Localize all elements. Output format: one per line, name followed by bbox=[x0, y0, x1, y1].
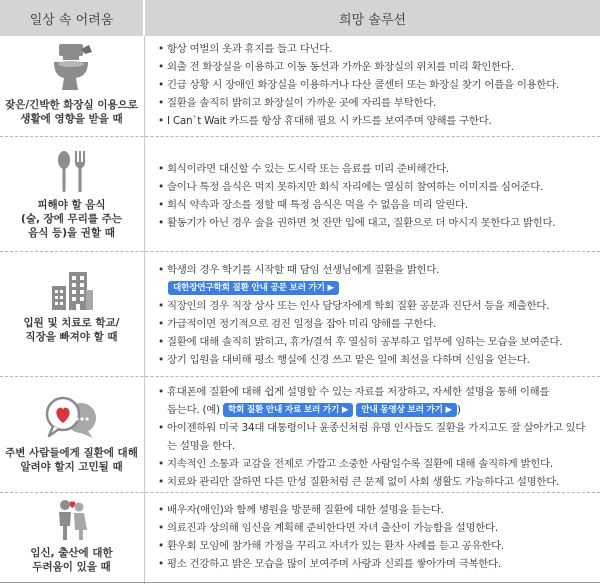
speech-bubbles-heart-icon bbox=[43, 396, 101, 442]
couple-icon bbox=[50, 498, 94, 542]
list-item: • 회식 약속과 장소를 정할 때 특정 음식은 먹을 수 없음을 미리 알린다. bbox=[158, 196, 588, 214]
society-disease-info-link-button[interactable]: 학회 질환 안내 자료 보러 가기 ▶ bbox=[223, 403, 353, 417]
guide-video-link-button[interactable]: 안내 동영상 보러 가기 ▶ bbox=[356, 403, 457, 417]
list-item: • 질환을 솔직히 밝히고 화장실이 가까운 곳에 자리를 부탁한다. bbox=[158, 94, 588, 112]
column-divider bbox=[144, 36, 145, 584]
list-item: • 질환에 대해 솔직히 밝히고, 휴가/결석 후 열심히 공부하고 업무에 임하는 모습을 보여준다. bbox=[158, 333, 588, 351]
list-item: • 의료진과 상의해 임신을 계획해 준비한다면 자녀 출산이 가능함을 설명한다. bbox=[158, 519, 588, 537]
list-item: • 환우회 모임에 참가해 가정을 꾸리고 자녀가 있는 환자 사례를 듣고 공유한다. bbox=[158, 537, 588, 555]
list-item: • 외출 전 화장실을 이용하고 이동 동선과 가까운 화장실의 위치를 미리 확인한다. bbox=[158, 58, 588, 76]
solution-list-food bbox=[158, 160, 588, 232]
solution-list-toilet bbox=[158, 40, 588, 130]
row-pregnancy-category bbox=[0, 498, 143, 574]
category-label-disclosure: 주변 사람들에게 질환에 대해 알려야 할지 고민될 때 bbox=[5, 447, 138, 473]
category-label-school: 입원 및 치료로 학교/ 직장을 빠져야 할 때 bbox=[23, 317, 120, 343]
row-divider bbox=[0, 251, 600, 252]
table-bottom-border bbox=[0, 582, 600, 583]
list-item: • 직장인의 경우 직장 상사 또는 인사 담당자에게 학회 질환 공문과 진단서 등을 제출한다. bbox=[158, 297, 588, 315]
list-item: • 지속적인 소통과 교감을 전제로 가깝고 소중한 사람일수록 질환에 대해 솔직하게 밝힌다. bbox=[158, 455, 588, 473]
link-row bbox=[158, 279, 588, 297]
category-label-food: 피해야 할 음식 (술, 장에 무리를 주는 음식 등)을 권할 때 bbox=[21, 199, 122, 239]
solution-list-pregnancy bbox=[158, 501, 588, 573]
list-item: • 평소 건강하고 밝은 모습을 많이 보여주며 사랑과 신뢰를 쌓아가며 극복한다. bbox=[158, 555, 588, 573]
list-item: • 활동기가 아닌 경우 술을 권하면 첫 잔만 입에 대고, 질환으로 더 마시지 못한다고 밝힌다. bbox=[158, 214, 588, 232]
list-item: • 항상 여벌의 옷과 휴지를 들고 다닌다. bbox=[158, 40, 588, 58]
category-label-toilet: 잦은/긴박한 화장실 이용으로 생활에 영향을 받을 때 bbox=[5, 99, 138, 125]
list-item: • 긴급 상황 시 장애인 화장실을 이용하거나 다산 콜센터 또는 화장실 찾기 어플을 이용한다. bbox=[158, 76, 588, 94]
header-solution: 희망 솔루션 bbox=[145, 0, 600, 36]
list-item: • 학생의 경우 학기를 시작할 때 담임 선생님에게 질환을 밝힌다. bbox=[158, 261, 588, 279]
list-item: • I Can`t Wait 카드를 항상 휴대해 필요 시 카드를 보여주며 양해를 구한다. bbox=[158, 112, 588, 130]
toilet-icon bbox=[48, 42, 96, 94]
category-label-pregnancy: 임신, 출산에 대한 두려움이 있을 때 bbox=[30, 547, 113, 573]
list-item: • 술이나 특정 음식은 먹지 못하지만 회식 자리에는 열심히 참여하는 이미지를 심어준다. bbox=[158, 178, 588, 196]
list-item: • 휴대폰에 질환에 대해 쉽게 설명할 수 있는 자료를 저장하고, 자세한 설명을 통해 이해를 돕는다. (예) 학회 질환 안내 자료 보러 가기 ▶ 안내 동영상 보러 가기 ▶ ) bbox=[158, 383, 588, 419]
list-item: • 아이젠하워 미국 34대 대통령이나 윤종신처럼 유명 인사들도 질환을 가지고도 잘 살아가고 있다는 설명을 한다. bbox=[158, 419, 587, 455]
row-toilet-category bbox=[0, 42, 143, 126]
spoon-fork-icon bbox=[52, 150, 92, 194]
list-item: • 가급적이면 정기적으로 검진 일정을 잡아 미리 양해를 구한다. bbox=[158, 315, 588, 333]
row-food-category bbox=[0, 150, 143, 240]
solution-list-disclosure bbox=[158, 383, 588, 491]
row-disclosure-category bbox=[0, 396, 143, 474]
buildings-icon bbox=[49, 268, 95, 312]
header-difficulty: 일상 속 어려움 bbox=[0, 0, 143, 36]
row-divider bbox=[0, 376, 600, 377]
row-divider bbox=[0, 136, 600, 137]
list-item: • 배우자(애인)와 함께 병원을 방문해 질환에 대한 설명을 듣는다. bbox=[158, 501, 588, 519]
list-item: • 치료와 관리만 잘하면 다른 만성 질환처럼 큰 문제 없이 사회 생활도 가능하다고 설명한다. bbox=[158, 473, 588, 491]
row-school-category bbox=[0, 268, 143, 344]
list-item: • 회식이라면 대신할 수 있는 도시락 또는 음료를 미리 준비해간다. bbox=[158, 160, 588, 178]
solution-list-school bbox=[158, 261, 588, 369]
list-item: • 장기 입원을 대비해 평소 행실에 신경 쓰고 맡은 일에 최선을 다하며 신임을 얻는다. bbox=[158, 351, 588, 369]
row-divider bbox=[0, 492, 600, 493]
society-notice-link-button[interactable]: 대한장연구학회 질환 안내 공문 보러 가기 ▶ bbox=[168, 281, 339, 295]
